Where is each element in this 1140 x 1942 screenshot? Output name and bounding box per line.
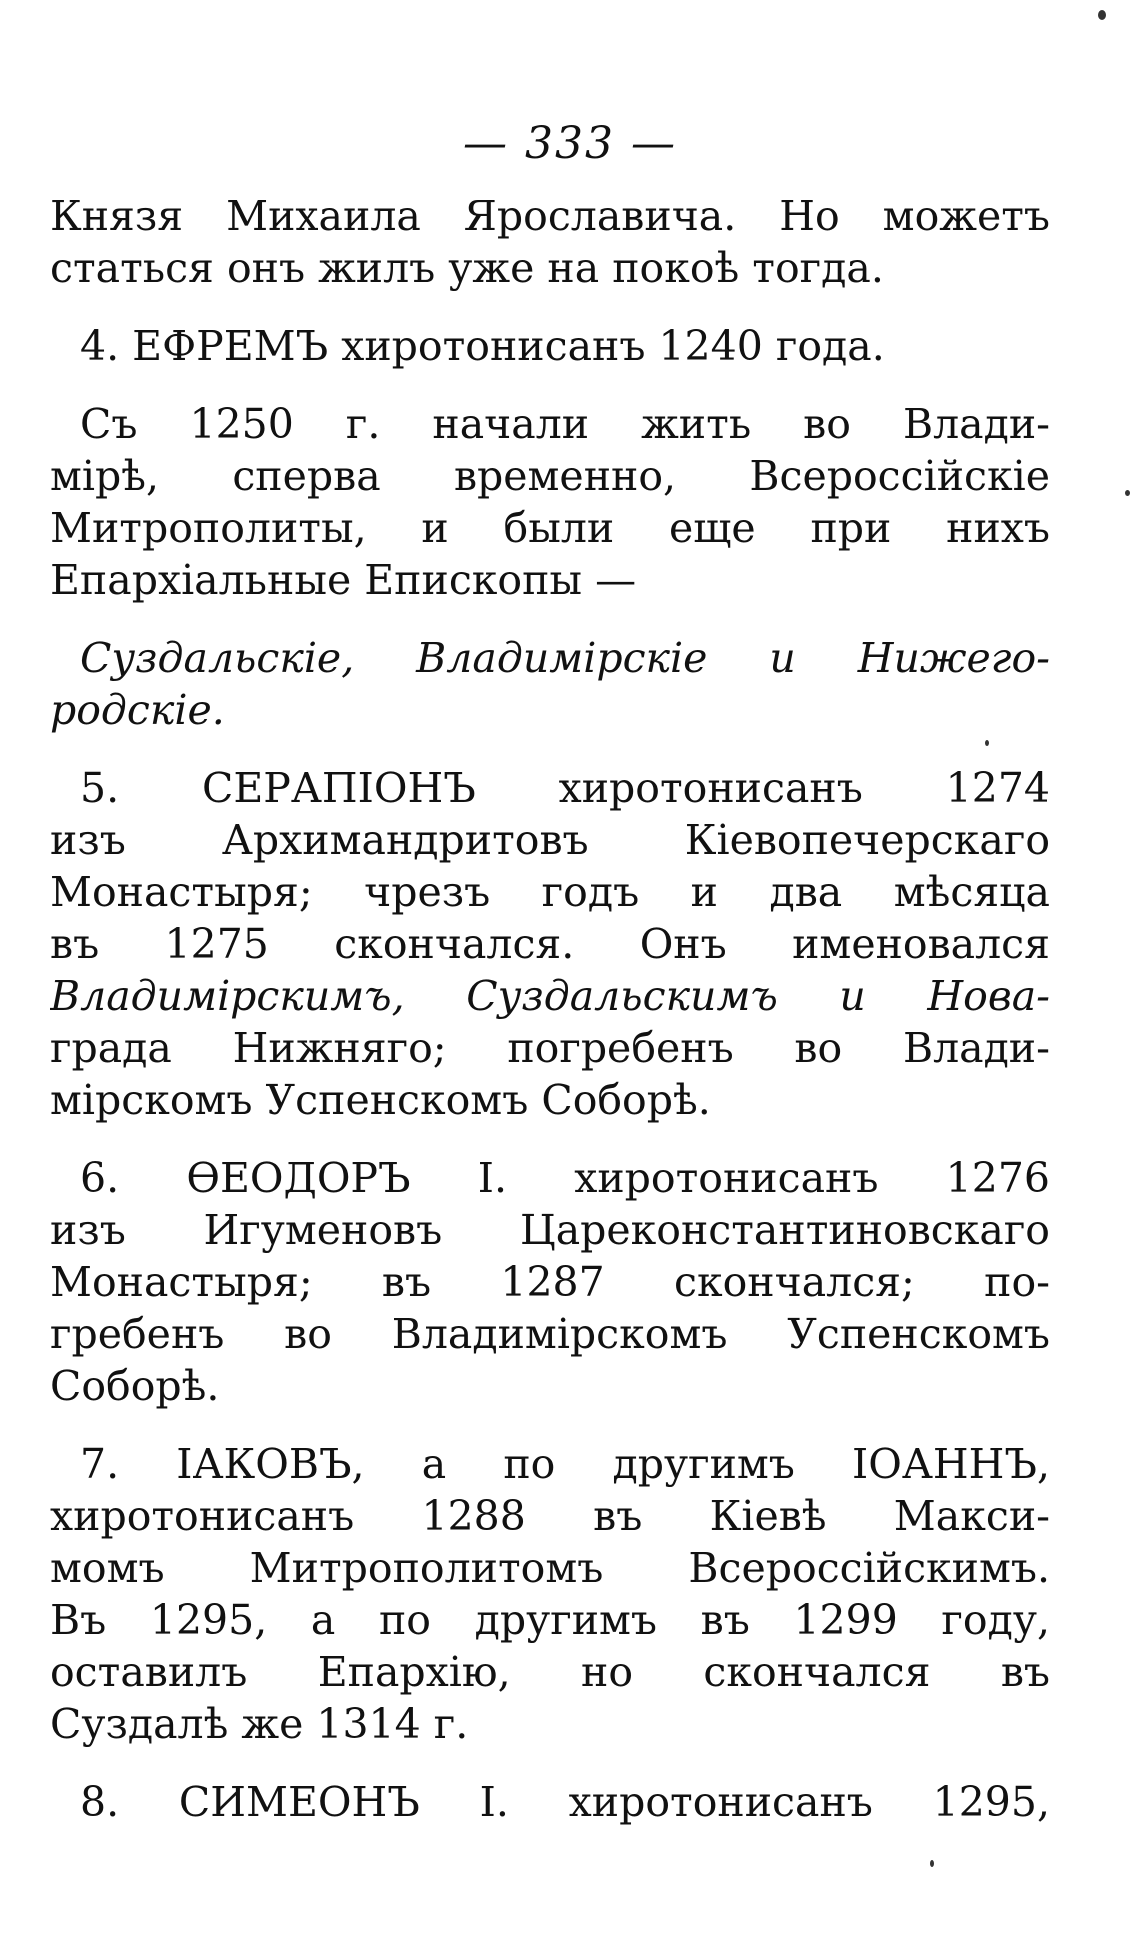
text-line: оставилъ Епархію, но скончался въ — [50, 1648, 1050, 1696]
paragraph-4 — [50, 632, 1050, 736]
text-line: гребенъ во Владимірскомъ Успенскомъ — [50, 1310, 1050, 1358]
text-line: Съ 1250 г. начали жить во Влади- — [80, 400, 1050, 448]
text-line: Суздальскіе, Владимірскіе и Нижего- — [80, 634, 1050, 682]
text-line: 8. СИМЕОНЪ I. хиротонисанъ 1295, — [80, 1778, 1050, 1826]
text-line: момъ Митрополитомъ Всероссійскимъ. — [50, 1544, 1050, 1592]
page-number: — 333 — — [463, 118, 677, 169]
text-line: Владимірскимъ, Суздальскимъ и Нова- — [50, 972, 1050, 1020]
paragraph-8 — [50, 1776, 1050, 1828]
paragraph-3 — [50, 398, 1050, 606]
paragraph-2 — [50, 320, 1050, 372]
text-line: статься онъ жилъ уже на покоѣ тогда. — [50, 244, 884, 292]
text-line: Монастыря; чрезъ годъ и два мѣсяца — [50, 868, 1050, 916]
text-line: мірскомъ Успенскомъ Соборѣ. — [50, 1076, 711, 1124]
paragraph-7 — [50, 1438, 1050, 1750]
paragraph-1 — [50, 190, 1050, 294]
scan-speck — [1098, 10, 1106, 20]
text-line: изъ Архимандритовъ Кіевопечерскаго — [50, 816, 1050, 864]
text-line: 5. СЕРАПІОНЪ хиротонисанъ 1274 — [80, 764, 1050, 812]
text-line: 4. ЕФРЕМЪ хиротонисанъ 1240 года. — [80, 322, 885, 370]
text-line: града Нижняго; погребенъ во Влади- — [50, 1024, 1050, 1072]
scan-speck — [1125, 490, 1130, 496]
text-line: Суздалѣ же 1314 г. — [50, 1700, 469, 1748]
paragraph-6 — [50, 1152, 1050, 1412]
text-line: Митрополиты, и были еще при нихъ — [50, 504, 1050, 552]
text-line: Епархіальные Епископы — — [50, 556, 637, 604]
page-text — [50, 190, 1050, 1828]
text-line: Въ 1295, а по другимъ въ 1299 году, — [50, 1596, 1050, 1644]
text-line: Монастыря; въ 1287 скончался; по- — [50, 1258, 1050, 1306]
text-line: мірѣ, сперва временно, Всероссійскіе — [50, 452, 1050, 500]
text-line: 6. ѲЕОДОРЪ I. хиротонисанъ 1276 — [80, 1154, 1050, 1202]
scan-speck — [985, 740, 989, 746]
text-line: изъ Игуменовъ Цареконстантиновскаго — [50, 1206, 1050, 1254]
text-line: въ 1275 скончался. Онъ именовался — [50, 920, 1050, 968]
paragraph-5 — [50, 762, 1050, 1126]
scan-speck — [930, 1860, 934, 1867]
text-line: родскіе. — [50, 686, 225, 734]
text-line: Соборѣ. — [50, 1362, 220, 1410]
text-line: Князя Михаила Ярославича. Но можетъ — [50, 192, 1050, 240]
text-line: хиротонисанъ 1288 въ Кіевѣ Макси- — [50, 1492, 1050, 1540]
text-line: 7. ІАКОВЪ, а по другимъ ІОАННЪ, — [80, 1440, 1050, 1488]
